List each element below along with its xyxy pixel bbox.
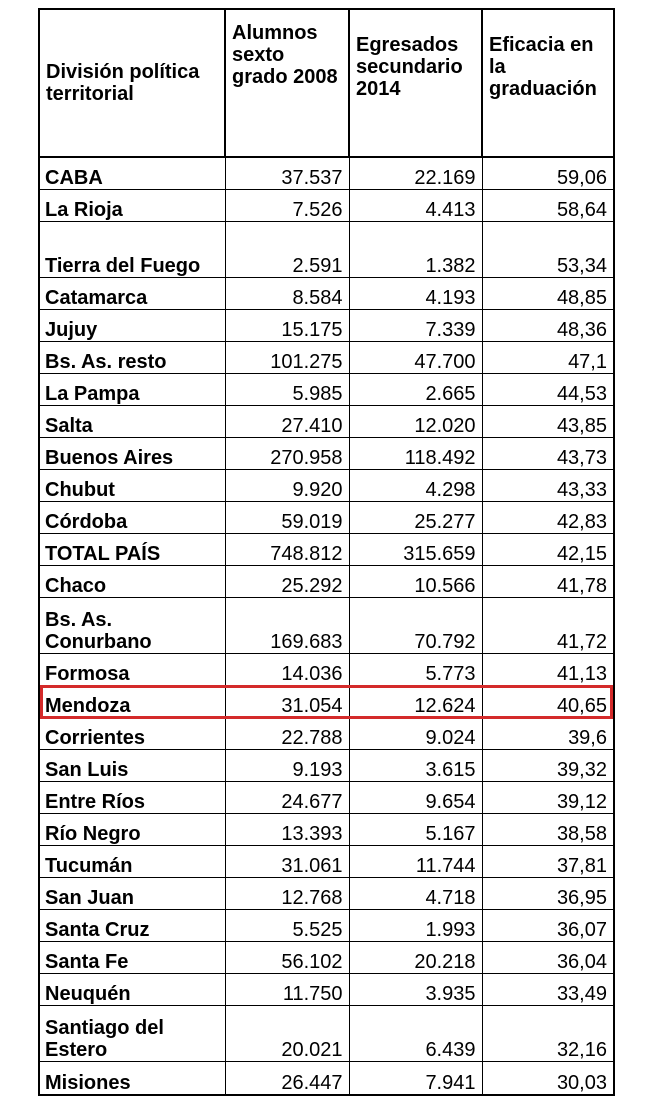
cell-eficacia: 43,33 bbox=[482, 470, 614, 502]
cell-division: Chubut bbox=[39, 470, 225, 502]
cell-division: Santiago del Estero bbox=[39, 1006, 225, 1062]
cell-division: Santa Fe bbox=[39, 942, 225, 974]
cell-division: Formosa bbox=[39, 654, 225, 686]
table-row bbox=[39, 1062, 614, 1096]
table-row bbox=[39, 502, 614, 534]
cell-eficacia: 48,36 bbox=[482, 310, 614, 342]
table-row bbox=[39, 190, 614, 222]
cell-division: La Rioja bbox=[39, 190, 225, 222]
cell-eficacia: 40,65 bbox=[482, 686, 614, 718]
cell-alumnos: 11.750 bbox=[225, 974, 349, 1006]
table-row bbox=[39, 878, 614, 910]
cell-alumnos: 31.054 bbox=[225, 686, 349, 718]
table-row bbox=[39, 686, 614, 718]
header-row bbox=[39, 9, 614, 157]
cell-alumnos: 101.275 bbox=[225, 342, 349, 374]
cell-alumnos: 15.175 bbox=[225, 310, 349, 342]
cell-alumnos: 169.683 bbox=[225, 598, 349, 654]
table-row bbox=[39, 974, 614, 1006]
table-row bbox=[39, 942, 614, 974]
header-egresados: Egresados secundario 2014 bbox=[349, 9, 482, 157]
cell-eficacia: 32,16 bbox=[482, 1006, 614, 1062]
cell-alumnos: 748.812 bbox=[225, 534, 349, 566]
cell-alumnos: 31.061 bbox=[225, 846, 349, 878]
cell-alumnos: 9.193 bbox=[225, 750, 349, 782]
cell-alumnos: 56.102 bbox=[225, 942, 349, 974]
cell-alumnos: 2.591 bbox=[225, 222, 349, 278]
cell-division: CABA bbox=[39, 157, 225, 190]
cell-egresados: 4.298 bbox=[349, 470, 482, 502]
cell-egresados: 6.439 bbox=[349, 1006, 482, 1062]
cell-eficacia: 59,06 bbox=[482, 157, 614, 190]
cell-alumnos: 5.985 bbox=[225, 374, 349, 406]
cell-division: Tierra del Fuego bbox=[39, 222, 225, 278]
cell-egresados: 12.624 bbox=[349, 686, 482, 718]
cell-alumnos: 8.584 bbox=[225, 278, 349, 310]
cell-egresados: 5.773 bbox=[349, 654, 482, 686]
cell-egresados: 7.339 bbox=[349, 310, 482, 342]
cell-eficacia: 44,53 bbox=[482, 374, 614, 406]
table-row bbox=[39, 342, 614, 374]
cell-egresados: 22.169 bbox=[349, 157, 482, 190]
cell-alumnos: 14.036 bbox=[225, 654, 349, 686]
cell-division: Córdoba bbox=[39, 502, 225, 534]
cell-division: Bs. As. resto bbox=[39, 342, 225, 374]
cell-eficacia: 41,78 bbox=[482, 566, 614, 598]
cell-division: Buenos Aires bbox=[39, 438, 225, 470]
cell-egresados: 25.277 bbox=[349, 502, 482, 534]
table-row bbox=[39, 222, 614, 278]
cell-egresados: 7.941 bbox=[349, 1062, 482, 1096]
cell-egresados: 315.659 bbox=[349, 534, 482, 566]
cell-eficacia: 39,12 bbox=[482, 782, 614, 814]
cell-division: Catamarca bbox=[39, 278, 225, 310]
table-row bbox=[39, 310, 614, 342]
cell-eficacia: 38,58 bbox=[482, 814, 614, 846]
table-row bbox=[39, 598, 614, 654]
header-alumnos: Alumnos sexto grado 2008 bbox=[225, 9, 349, 157]
cell-division: Chaco bbox=[39, 566, 225, 598]
table-body bbox=[39, 157, 614, 1095]
cell-division: Misiones bbox=[39, 1062, 225, 1096]
cell-egresados: 1.993 bbox=[349, 910, 482, 942]
table-row bbox=[39, 654, 614, 686]
table-row bbox=[39, 750, 614, 782]
cell-division: San Luis bbox=[39, 750, 225, 782]
cell-eficacia: 36,07 bbox=[482, 910, 614, 942]
cell-egresados: 11.744 bbox=[349, 846, 482, 878]
cell-egresados: 2.665 bbox=[349, 374, 482, 406]
cell-eficacia: 58,64 bbox=[482, 190, 614, 222]
cell-egresados: 9.654 bbox=[349, 782, 482, 814]
cell-alumnos: 7.526 bbox=[225, 190, 349, 222]
cell-egresados: 12.020 bbox=[349, 406, 482, 438]
cell-egresados: 4.718 bbox=[349, 878, 482, 910]
cell-egresados: 4.193 bbox=[349, 278, 482, 310]
cell-division: Neuquén bbox=[39, 974, 225, 1006]
cell-egresados: 10.566 bbox=[349, 566, 482, 598]
cell-eficacia: 30,03 bbox=[482, 1062, 614, 1096]
cell-eficacia: 37,81 bbox=[482, 846, 614, 878]
cell-egresados: 9.024 bbox=[349, 718, 482, 750]
table-header bbox=[39, 9, 614, 157]
table-row bbox=[39, 406, 614, 438]
cell-alumnos: 37.537 bbox=[225, 157, 349, 190]
table-row bbox=[39, 278, 614, 310]
cell-alumnos: 20.021 bbox=[225, 1006, 349, 1062]
cell-alumnos: 24.677 bbox=[225, 782, 349, 814]
table-row bbox=[39, 438, 614, 470]
header-division: División política territorial bbox=[39, 9, 225, 157]
cell-division: Entre Ríos bbox=[39, 782, 225, 814]
table-row bbox=[39, 157, 614, 190]
table-row bbox=[39, 566, 614, 598]
cell-division: La Pampa bbox=[39, 374, 225, 406]
cell-eficacia: 48,85 bbox=[482, 278, 614, 310]
cell-eficacia: 33,49 bbox=[482, 974, 614, 1006]
header-eficacia: Eficacia en la graduación bbox=[482, 9, 614, 157]
cell-alumnos: 22.788 bbox=[225, 718, 349, 750]
cell-eficacia: 42,15 bbox=[482, 534, 614, 566]
table-row bbox=[39, 814, 614, 846]
cell-alumnos: 13.393 bbox=[225, 814, 349, 846]
table-row bbox=[39, 534, 614, 566]
table-row bbox=[39, 374, 614, 406]
cell-eficacia: 36,04 bbox=[482, 942, 614, 974]
table-row bbox=[39, 718, 614, 750]
cell-alumnos: 270.958 bbox=[225, 438, 349, 470]
cell-eficacia: 42,83 bbox=[482, 502, 614, 534]
cell-division: Corrientes bbox=[39, 718, 225, 750]
cell-egresados: 3.935 bbox=[349, 974, 482, 1006]
cell-division: San Juan bbox=[39, 878, 225, 910]
graduation-table-container bbox=[38, 8, 613, 1096]
table-row bbox=[39, 846, 614, 878]
cell-division: TOTAL PAÍS bbox=[39, 534, 225, 566]
cell-division: Salta bbox=[39, 406, 225, 438]
cell-alumnos: 27.410 bbox=[225, 406, 349, 438]
cell-division: Bs. As. Conurbano bbox=[39, 598, 225, 654]
cell-division: Mendoza bbox=[39, 686, 225, 718]
cell-alumnos: 12.768 bbox=[225, 878, 349, 910]
cell-alumnos: 5.525 bbox=[225, 910, 349, 942]
cell-egresados: 70.792 bbox=[349, 598, 482, 654]
graduation-efficacy-table bbox=[38, 8, 615, 1096]
cell-alumnos: 59.019 bbox=[225, 502, 349, 534]
cell-alumnos: 9.920 bbox=[225, 470, 349, 502]
cell-alumnos: 25.292 bbox=[225, 566, 349, 598]
cell-eficacia: 39,32 bbox=[482, 750, 614, 782]
cell-eficacia: 41,13 bbox=[482, 654, 614, 686]
cell-eficacia: 41,72 bbox=[482, 598, 614, 654]
cell-egresados: 4.413 bbox=[349, 190, 482, 222]
cell-division: Río Negro bbox=[39, 814, 225, 846]
table-row bbox=[39, 910, 614, 942]
cell-eficacia: 53,34 bbox=[482, 222, 614, 278]
cell-division: Jujuy bbox=[39, 310, 225, 342]
cell-egresados: 47.700 bbox=[349, 342, 482, 374]
cell-eficacia: 39,6 bbox=[482, 718, 614, 750]
cell-eficacia: 47,1 bbox=[482, 342, 614, 374]
cell-egresados: 20.218 bbox=[349, 942, 482, 974]
cell-eficacia: 43,85 bbox=[482, 406, 614, 438]
cell-division: Tucumán bbox=[39, 846, 225, 878]
cell-egresados: 3.615 bbox=[349, 750, 482, 782]
table-row bbox=[39, 1006, 614, 1062]
cell-egresados: 118.492 bbox=[349, 438, 482, 470]
table-row bbox=[39, 470, 614, 502]
cell-division: Santa Cruz bbox=[39, 910, 225, 942]
cell-alumnos: 26.447 bbox=[225, 1062, 349, 1096]
cell-egresados: 5.167 bbox=[349, 814, 482, 846]
cell-egresados: 1.382 bbox=[349, 222, 482, 278]
cell-eficacia: 36,95 bbox=[482, 878, 614, 910]
table-row bbox=[39, 782, 614, 814]
cell-eficacia: 43,73 bbox=[482, 438, 614, 470]
